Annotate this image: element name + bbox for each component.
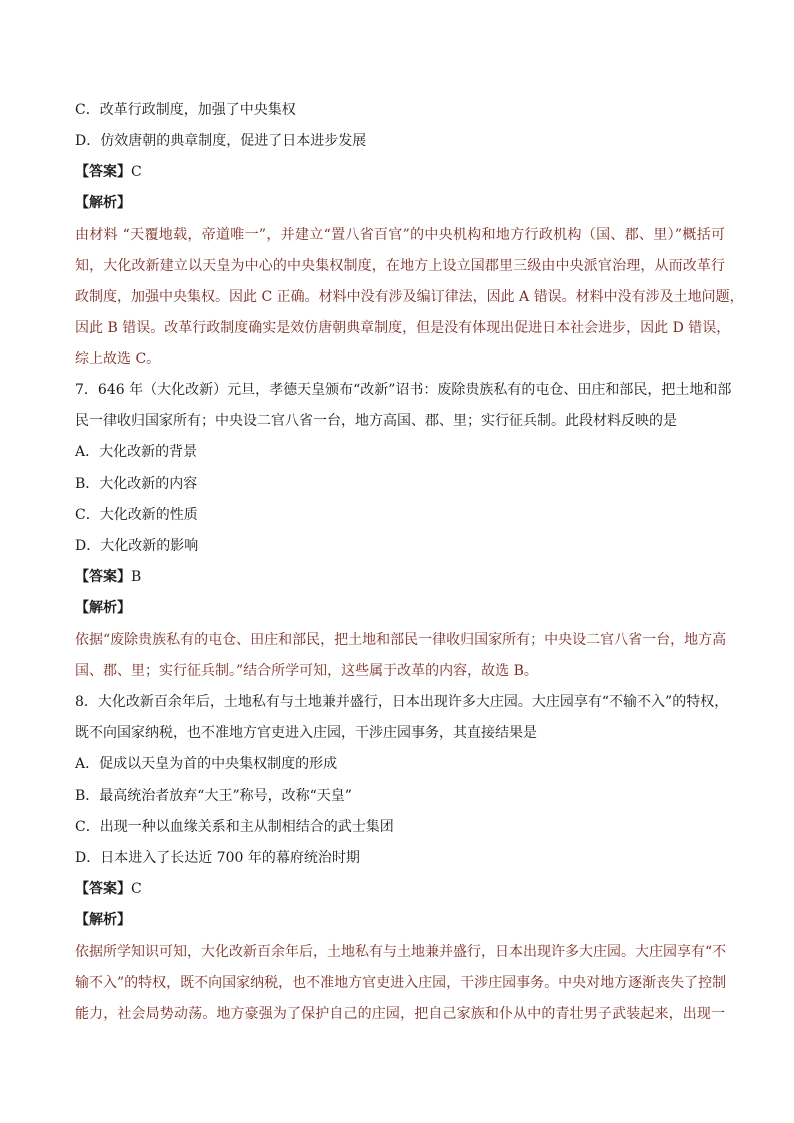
- answer-tag: 【答案】: [75, 164, 131, 180]
- q7-option-c: C．大化改新的性质: [75, 507, 198, 523]
- q7-analysis-line: 依据“废除贵族私有的屯仓、田庄和部民，把土地和部民一律收归国家所有；中央设二官八省一台，地方高: [75, 632, 727, 648]
- q8-stem-line: 既不向国家纳税，也不准地方官吏进入庄园，干涉庄园事务，其直接结果是: [75, 725, 537, 741]
- q8-option-d: D．日本进入了长达近 700 年的幕府统治时期: [75, 850, 360, 866]
- answer-value: B: [131, 569, 142, 585]
- q8-option-c: C．出现一种以血缘关系和主从制相结合的武士集团: [75, 819, 394, 835]
- q6-analysis-line: 综上故选 C。: [75, 351, 161, 367]
- q6-option-d: D．仿效唐朝的典章制度，促进了日本进步发展: [75, 133, 367, 149]
- q6-analysis-line: 知，大化改新建立以天皇为中心的中央集权制度，在地方上设立国郡里三级由中央派官治理，从而改革行: [75, 258, 725, 274]
- q6-option-c: C．改革行政制度，加强了中央集权: [75, 102, 296, 118]
- answer-value: C: [131, 164, 142, 180]
- q7-answer: [75, 567, 725, 587]
- q6-analysis-tag: 【解析】: [75, 195, 131, 211]
- q7-option-d: D．大化改新的影响: [75, 538, 199, 554]
- q7-analysis-line: 国、郡、里；实行征兵制。”结合所学可知，这些属于改革的内容，故选 B。: [75, 663, 538, 679]
- q6-answer: [75, 162, 725, 182]
- q8-stem-line: 8．大化改新百余年后，土地私有与土地兼并盛行，日本出现许多大庄园。大庄园享有“不输不入”的特权，: [75, 694, 729, 710]
- q6-analysis-line: 由材料 “天覆地载，帝道唯一”，并建立“置八省百官”的中央机构和地方行政机构（国、郡、里）”概括可: [75, 227, 725, 243]
- answer-tag: 【答案】: [75, 569, 131, 585]
- q8-option-b: B．最高统治者放弃“大王”称号，改称“天皇”: [75, 788, 352, 804]
- q7-stem-line: 民一律收归国家所有；中央设二官八省一台，地方高国、郡、里；实行征兵制。此段材料反映的是: [75, 413, 677, 429]
- q7-analysis-tag: 【解析】: [75, 600, 131, 616]
- q8-analysis-tag: 【解析】: [75, 912, 131, 928]
- q8-option-a: A．促成以天皇为首的中央集权制度的形成: [75, 756, 338, 772]
- q8-answer: [75, 879, 725, 899]
- answer-value: C: [131, 881, 142, 897]
- q6-analysis-line: 因此 B 错误。改革行政制度确实是效仿唐朝典章制度，但是没有体现出促进日本社会进步，因此 D 错误，: [75, 320, 731, 336]
- q8-analysis-line: 输不入”的特权，既不向国家纳税，也不准地方官吏进入庄园，干涉庄园事务。中央对地方逐渐丧失了控制: [75, 975, 727, 991]
- answer-tag: 【答案】: [75, 881, 131, 897]
- q7-option-b: B．大化改新的内容: [75, 476, 198, 492]
- q8-analysis-line: 依据所学知识可知，大化改新百余年后，土地私有与土地兼并盛行，日本出现许多大庄园。大庄园享有“不: [75, 944, 727, 960]
- q6-analysis-line: 政制度，加强中央集权。因此 C 正确。材料中没有涉及编订律法，因此 A 错误。材料中没有涉及土地问题，: [75, 289, 744, 305]
- q8-analysis-line: 能力，社会局势动荡。地方豪强为了保护自己的庄园，把自己家族和仆从中的青壮男子武装起来，出现一: [75, 1006, 725, 1022]
- q7-stem-line: 7．646 年（大化改新）元旦，孝德天皇颁布“改新”诏书：废除贵族私有的屯仓、田庄和部民，把土地和部: [75, 382, 732, 398]
- q7-option-a: A．大化改新的背景: [75, 444, 198, 460]
